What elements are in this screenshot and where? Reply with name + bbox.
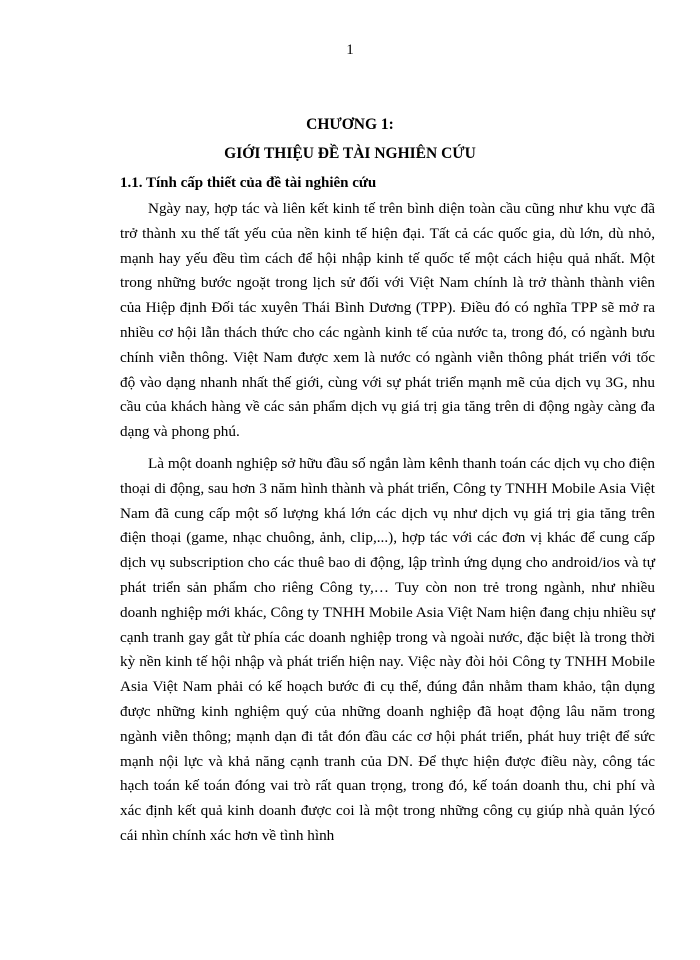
chapter-label: CHƯƠNG 1: [306, 116, 394, 133]
page-number: 1 [346, 42, 354, 58]
body-text [120, 197, 655, 849]
paragraph-spacer [120, 445, 655, 452]
section-heading: 1.1. Tính cấp thiết của đề tài nghiên cứu [120, 175, 377, 191]
paragraph-1: Ngày nay, hợp tác và liên kết kinh tế trên bình diện toàn cầu cũng như khu vực đã trở thành xu thế tất yếu của nền kinh tế hiện đại. Tất cả các quốc gia, dù lớn, dù nhỏ, mạnh hay yếu đều tìm cách để hội nhập kinh tế quốc tế một cách hiệu quả nhất. Một trong những bước ngoặt trong lịch sử đối với Việt Nam chính là trở thành thành viên của Hiệp định Đối tác xuyên Thái Bình Dương (TPP). Điều đó có nghĩa TPP sẽ mở ra nhiều cơ hội lẫn thách thức cho các ngành kinh tế của nước ta, trong đó, có ngành bưu chính viễn thông. Việt Nam được xem là nước có ngành viễn thông phát triển với tốc độ vào dạng nhanh nhất thế giới, cùng với sự phát triển mạnh mẽ của dịch vụ 3G, nhu cầu của khách hàng về các sản phẩm dịch vụ giá trị gia tăng trên di động ngày càng đa dạng và phong phú. [120, 200, 655, 441]
paragraph-2: Là một doanh nghiệp sở hữu đầu số ngắn làm kênh thanh toán các dịch vụ cho điện thoại di động, sau hơn 3 năm hình thành và phát triển, Công ty TNHH Mobile Asia Việt Nam đã cung cấp một số lượng khá lớn các dịch vụ như dịch vụ giá trị gia tăng trên điện thoại (game, nhạc chuông, ảnh, clip,...), hợp tác với các đơn vị khác để cung cấp dịch vụ subscription cho các thuê bao di động, lập trình ứng dụng cho android/ios và tự phát triển sản phẩm cho riêng Công ty,… Tuy còn non trẻ trong ngành, như nhiều doanh nghiệp mới khác, Công ty TNHH Mobile Asia Việt Nam hiện đang chịu nhiều sự cạnh tranh gay gắt từ phía các doanh nghiệp trong và ngoài nước, đặc biệt là trong thời kỳ nền kinh tế hội nhập và phát triển hiện nay. Việc này đòi hỏi Công ty TNHH Mobile Asia Việt Nam phải có kế hoạch bước đi cụ thể, đúng đắn nhằm tham khảo, tận dụng được những kinh nghiệm quý của những doanh nghiệp đã hoạt động lâu năm trong ngành viễn thông; mạnh dạn đi tắt đón đầu các cơ hội phát triển, phát huy triệt để sức mạnh nội lực và khả năng cạnh tranh của DN. Để thực hiện được điều này, công tác hạch toán kế toán đóng vai trò rất quan trọng, trong đó, kế toán doanh thu, chi phí và xác định kết quả kinh doanh được coi là một trong những công cụ giúp nhà quản lýcó cái nhìn chính xác hơn về tình hình [120, 454, 655, 844]
chapter-title: GIỚI THIỆU ĐỀ TÀI NGHIÊN CỨU [224, 145, 476, 162]
